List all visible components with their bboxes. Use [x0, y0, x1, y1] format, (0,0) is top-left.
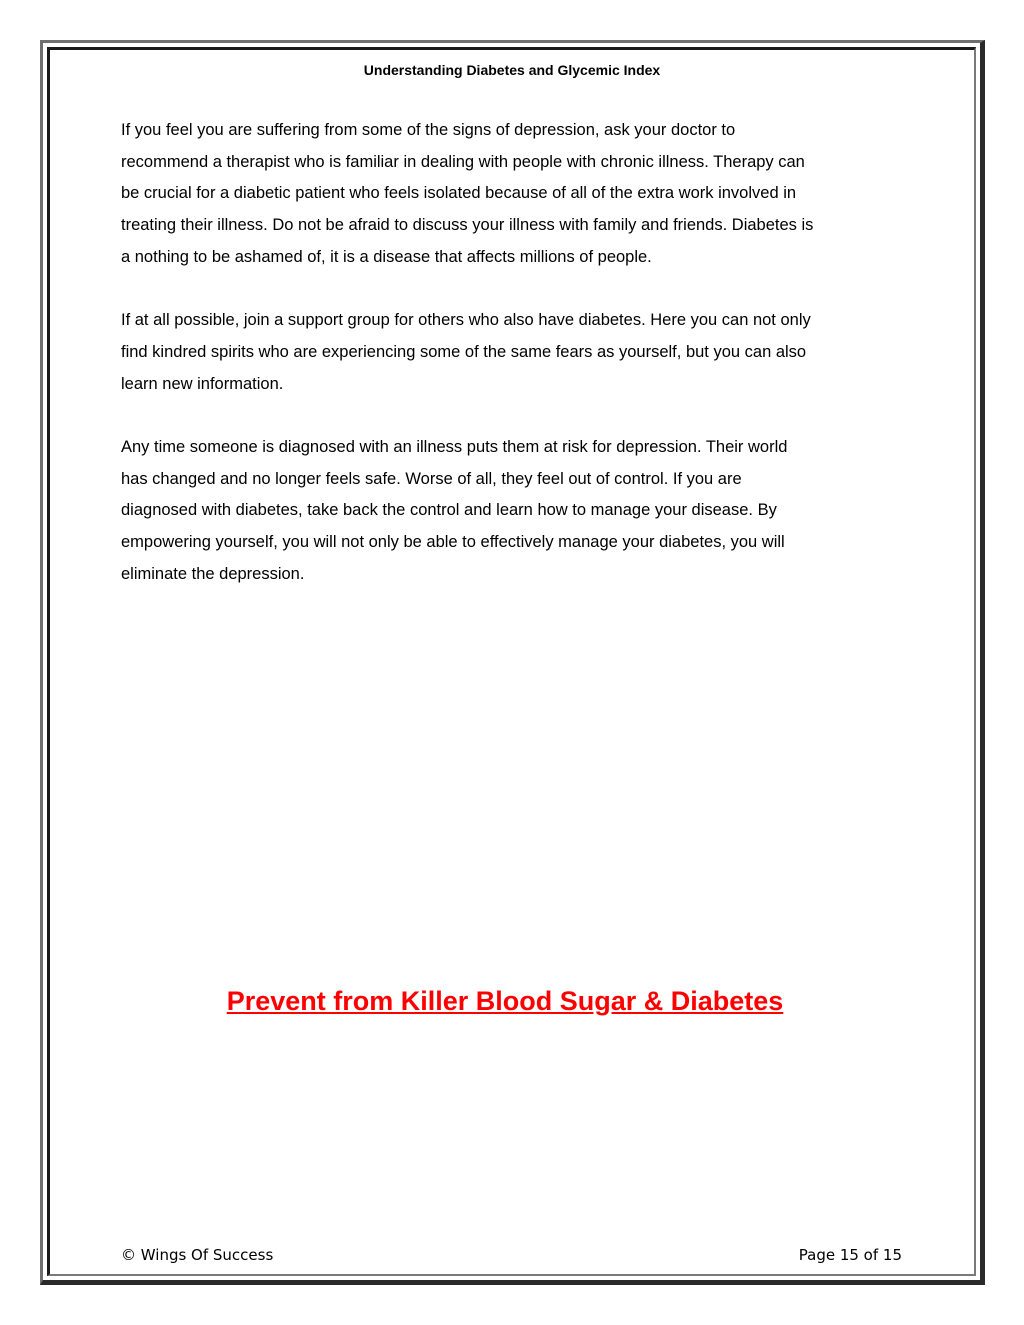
prevent-diabetes-link[interactable]: Prevent from Killer Blood Sugar & Diabetes	[226, 986, 784, 1016]
paragraph	[121, 115, 921, 274]
page-header-title: Understanding Diabetes and Glycemic Index	[363, 62, 661, 78]
text-line: diagnosed with diabetes, take back the control and learn how to manage your disease. By	[121, 501, 777, 520]
paragraph	[121, 305, 921, 400]
footer-page-number: Page 15 of 15	[798, 1246, 902, 1264]
paragraph	[121, 432, 921, 591]
body-text	[121, 115, 921, 622]
text-line: Any time someone is diagnosed with an illness puts them at risk for depression. Their world	[121, 438, 788, 456]
footer-copyright: © Wings Of Success	[121, 1246, 274, 1264]
text-line: If at all possible, join a support group for others who also have diabetes. Here you can not only	[121, 311, 811, 330]
text-line: a nothing to be ashamed of, it is a disease that affects millions of people.	[121, 247, 652, 266]
text-line: recommend a therapist who is familiar in dealing with people with chronic illness. Therapy can	[121, 152, 805, 171]
text-line: find kindred spirits who are experiencing some of the same fears as yourself, but you can also	[121, 342, 807, 361]
text-line: has changed and no longer feels safe. Worse of all, they feel out of control. If you are	[121, 469, 742, 488]
text-line: If you feel you are suffering from some of the signs of depression, ask your doctor to	[121, 121, 736, 139]
text-line: treating their illness. Do not be afraid to discuss your illness with family and friends. Diabetes is	[121, 216, 814, 235]
text-line: learn new information.	[121, 374, 284, 393]
text-line: eliminate the depression.	[121, 564, 305, 583]
text-line: empowering yourself, you will not only be able to effectively manage your diabetes, you will	[121, 533, 785, 552]
text-line: be crucial for a diabetic patient who feels isolated because of all of the extra work involved in	[121, 184, 797, 203]
